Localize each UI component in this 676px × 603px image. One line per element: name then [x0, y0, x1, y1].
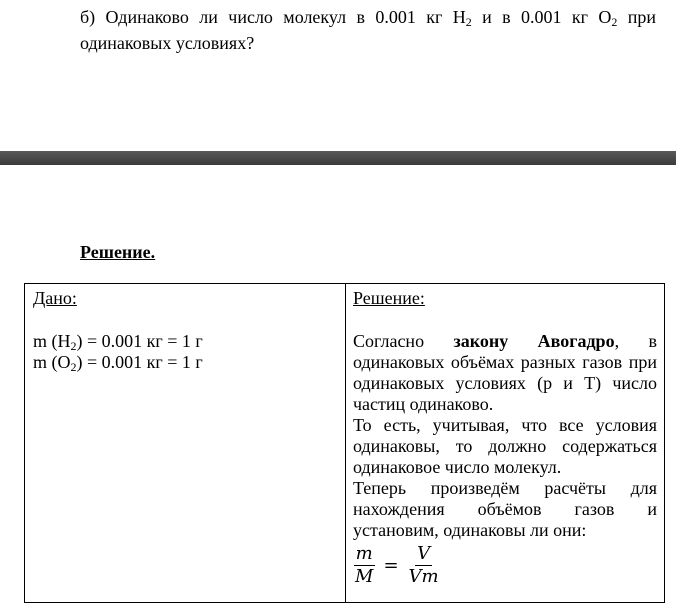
solution-table — [24, 283, 665, 603]
given-line-o2: m $(O_2) = 0.001$ кг = 1 г — [33, 352, 203, 374]
mass-fraction: $\frac{m}{M}$ — [355, 543, 374, 587]
column-divider — [345, 284, 346, 602]
avogadro-paragraph: Согласно закону Авогадро, в одинаковых объёмах разных газов при одинаковых условиях (p и T) число частиц одинаково. — [353, 331, 658, 414]
given-line-h2: m $(H_2) = 0.001$ кг = 1 г — [33, 331, 203, 353]
given-cell — [33, 288, 333, 373]
volume-formula — [353, 543, 657, 588]
solution-heading: Решение. — [80, 242, 156, 262]
conditions-paragraph: То есть, учитывая, что все условия одинаковы, то должно содержаться одинаковое число молекул. — [353, 415, 657, 477]
calculation-paragraph: Теперь произведём расчёты для нахождения объёмов газов и установим, одинаковы ли они: — [353, 478, 657, 540]
equals-sign: = — [383, 555, 399, 576]
solution-title: Решение: — [353, 288, 425, 308]
volume-fraction: $\frac{V}{Vm}$ — [408, 543, 439, 587]
given-title: Дано: — [33, 288, 77, 308]
page-divider — [0, 151, 676, 165]
question-text: б) Одинаково ли число молекул в 0.001 кг $H_2$ и в 0.001 кг $O_2$ при одинаковых условиях? — [80, 7, 656, 53]
solution-cell — [353, 288, 657, 588]
